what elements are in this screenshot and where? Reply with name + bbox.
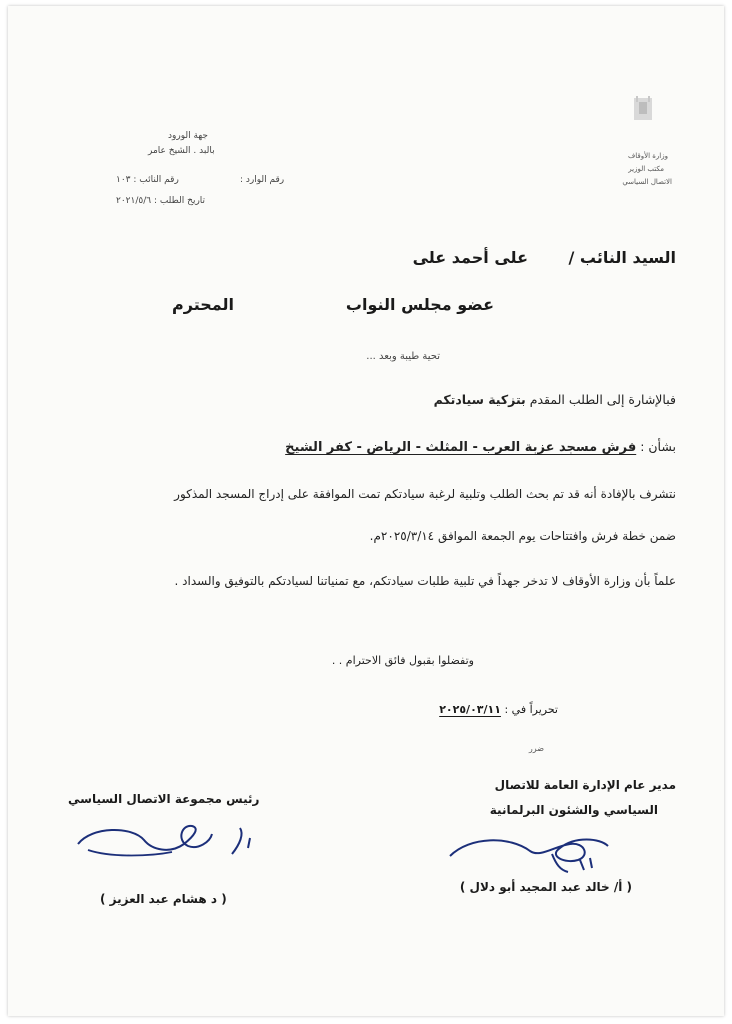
ministry-header-line1: وزارة الأوقاف [627,152,668,160]
ministry-number-label: رقم الوارد : [240,175,285,185]
addressee-position: عضو مجلس النواب [345,295,494,314]
right-signatory-title-line1: مدير عام الإدارة العامة للاتصال [494,778,676,792]
right-signature-icon [440,816,620,876]
subject-text: فرش مسجد عزبة العرب - المثلث - الرياض - كفر الشيخ [285,440,637,455]
body-line2: ضمن خطة فرش وافتتاحات يوم الجمعة الموافق ٢٠٢٥/٣/١٤م. [369,529,676,543]
right-signatory-name: ( أ/ خالد عبد المجيد أبو دلال ) [459,880,632,894]
reference-text: فبالإشارة إلى الطلب المقدم [529,392,676,407]
right-signatory-title-line2: السياسي والشئون البرلمانية [489,803,658,817]
addressee-honorific: المحترم [172,295,234,314]
closing: وتفضلوا بقبول فائق الاحترام . . [331,654,474,667]
body-line3: علماً بأن وزارة الأوقاف لا تدخر جهداً في تلبية طلبات سيادتكم، مع تمنياتنا لسيادتكم بالتوفيق والسداد . [174,574,676,588]
addressee-name: على أحمد على [412,248,528,267]
issue-date [439,703,558,716]
eagle-emblem-icon [632,94,654,124]
deputy-number: رقم النائب : ١٠٣ [116,175,179,185]
ministry-header-line3: الاتصال السياسي [622,178,672,186]
reference-line [434,392,676,407]
left-signatory-name: ( د هشام عبد العزيز ) [100,892,227,906]
greeting: تحية طيبة وبعد ... [366,351,440,362]
via-line: بالبد . الشيخ عامر [148,146,215,156]
subject-line [285,439,676,455]
addressee-title: السيد النائب / [568,248,676,267]
issue-date-value: ٢٠٢٥/٠٣/١١ [439,703,501,716]
body-line1: نتشرف بالإفادة أنه قد تم بحث الطلب وتلبية لرغبة سيادتكم تمت الموافقة على إدراج المسجد المذكور [174,487,676,501]
ministry-header-line2: مكتب الوزير [628,165,664,173]
note: ضرر [528,744,544,753]
letter-page [8,6,724,1016]
subject-label: بشأن : [640,439,676,454]
left-signatory-title: رئيس مجموعة الاتصال السياسي [68,792,260,806]
left-signature-icon [72,814,272,874]
reference-emphasis: بتزكية سيادتكم [433,392,526,407]
ministry-side: جهة الورود [168,131,208,141]
request-date: تاريخ الطلب : ٢٠٢١/٥/٦ [116,196,206,206]
issue-date-label: تحريراً في : [504,703,558,716]
